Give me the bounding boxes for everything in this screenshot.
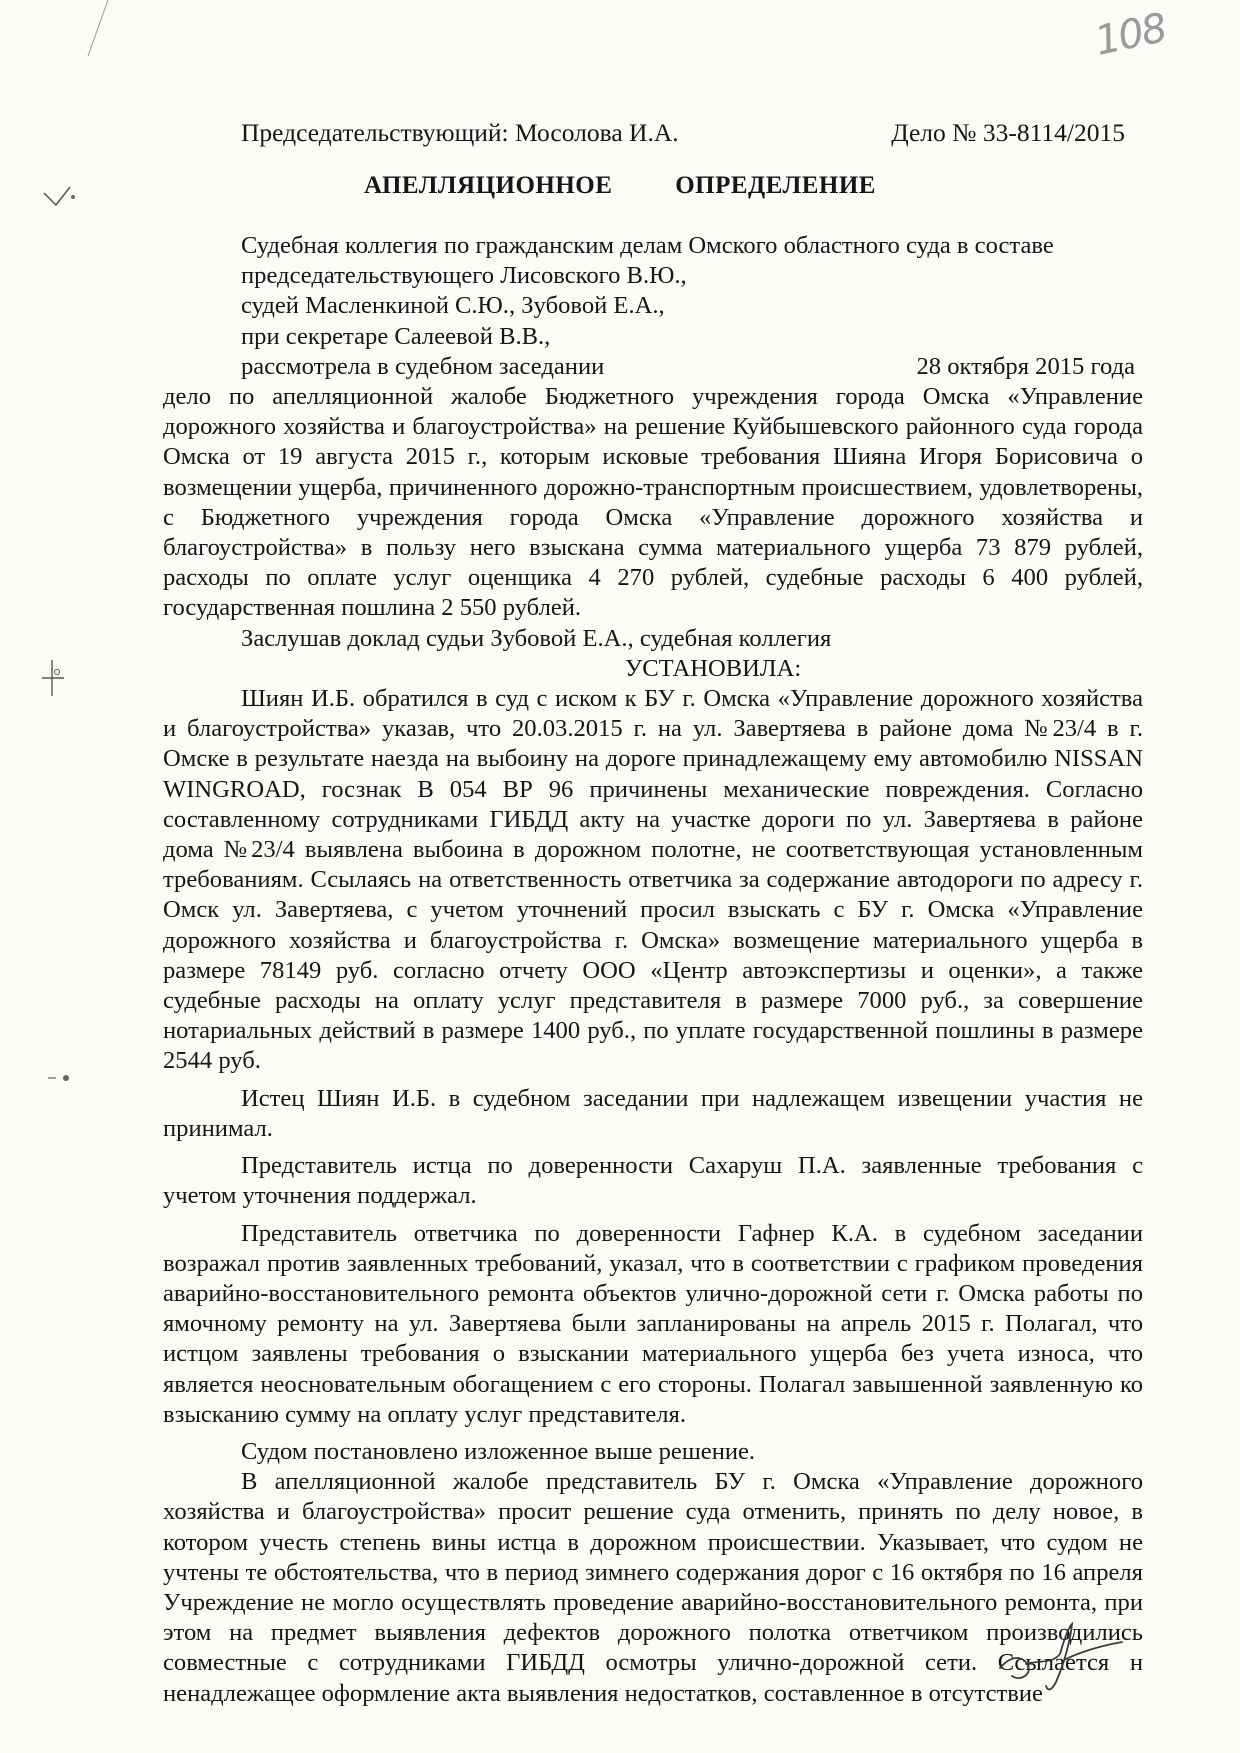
intro-line: рассмотрела в судебном заседании	[241, 352, 605, 380]
document-title	[0, 172, 1240, 200]
body-paragraph: Судом постановлено изложенное выше решение.	[241, 1437, 756, 1465]
intro-line: при секретаре Салеевой В.В.,	[241, 322, 551, 350]
body-paragraph: В апелляционной жалобе представитель БУ г. Омска «Управление дорожного хозяйства и благоустройства» просит решение суда отменить, принять по делу новое, в котором учесть степень вины истца в дорожном происшествии. Указывает, что судом не учтены те обстоятельства, что в период зимнего содержания дорог с 16 октября по 16 апреля Учреждение не могло осуществлять проведение аварийно-восстановительного ремонта, при этом на предмет выявления дефектов дорожного полотка ответчиком производились совместные с сотрудниками ГИБДД осмотры улично-дорожной сети. Ссылается н ненадлежащее оформление акта выявления недостатков, составленное в отсутствие	[163, 1468, 1143, 1707]
title-word-2: ОПРЕДЕЛЕНИЕ	[675, 172, 876, 199]
intro-line: судей Масленкиной С.Ю., Зубовой Е.А.,	[241, 292, 665, 320]
body-paragraph: Истец Шиян И.Б. в судебном заседании при надлежащем извещении участия не принимал.	[163, 1084, 1143, 1142]
scan-mark-icon	[46, 1068, 76, 1088]
title-word-1: АПЕЛЛЯЦИОННОЕ	[364, 172, 613, 199]
intro-line: председательствующего Лисовского В.Ю.,	[241, 262, 687, 290]
corner-fold-icon	[78, 0, 118, 60]
signature-icon	[990, 1620, 1130, 1700]
hole-punch-mark-icon	[38, 658, 68, 698]
report-paragraph: Заслушав доклад судьи Зубовой Е.А., судебная коллегия	[241, 624, 832, 652]
case-paragraph: дело по апелляционной жалобе Бюджетного учреждения города Омска «Управление дорожного хозяйства и благоустройства» на решение Куйбышевского районного суда города Омска от 19 августа 2015 г., которым исковые требования Шияна Игоря Борисовича о возмещении ущерба, причиненного дорожно-транспортным происшествием, удовлетворены, с Бюджетного учреждения города Омска «Управление дорожного хозяйства и благоустройства» в пользу него взыскана сумма материального ущерба 73 879 рублей, расходы по оплате услуг оценщика 4 270 рублей, судебные расходы 6 400 рублей, государственная пошлина 2 550 рублей.	[163, 383, 1143, 622]
presiding-judge: Председательствующий: Мосолова И.А.	[241, 118, 679, 147]
established-heading: УСТАНОВИЛА:	[624, 654, 802, 682]
hearing-date: 28 октября 2015 года	[916, 352, 1135, 380]
header	[241, 118, 1125, 148]
body-paragraph: Представитель истца по доверенности Сахаруш П.А. заявленные требования с учетом уточнения поддержал.	[163, 1152, 1143, 1210]
page-number: 108	[1090, 5, 1170, 65]
hearing-date-row	[241, 352, 1143, 382]
body-paragraph: Шиян И.Б. обратился в суд с иском к БУ г. Омска «Управление дорожного хозяйства и благоустройства» указав, что 20.03.2015 г. на ул. Завертяева в районе дома №23/4 в г. Омске в результате наезда на выбоину на дороге принадлежащему ему автомобилю NISSAN WINGROAD, госзнак В 054 ВР 96 причинены механические повреждения. Согласно составленному сотрудниками ГИБДД акту на участке дороги по ул. Завертяева в районе дома №23/4 выявлена выбоина в дорожном полотне, не соответствующая установленным требованиям. Ссылаясь на ответственность ответчика за содержание автодороги по адресу г. Омск ул. Завертяева, с учетом уточнений просил взыскать с БУ г. Омска «Управление дорожного хозяйства и благоустройства г. Омска» возмещение материального ущерба в размере 78149 руб. согласно отчету ООО «Центр автоэкспертизы и оценки», а также судебные расходы на оплату услуг представителя в размере 7000 руб., за совершение нотариальных действий в размере 1400 руб., по уплате государственной пошлины в размере 2544 руб.	[163, 685, 1143, 1075]
body-paragraph: Представитель ответчика по доверенности Гафнер К.А. в судебном заседании возражал против заявленных требований, указал, что в соответствии с графиком проведения аварийно-восстановительного ремонта объектов улично-дорожной сети г. Омска работы по ямочному ремонту на ул. Завертяева были запланированы на апрель 2015 г. Полагал, что истцом заявлены требования о взыскании материального ущерба без учета износа, что является неосновательным обогащением с его стороны. Полагал завышенной заявленную ко взысканию сумму на оплату услуг представителя.	[163, 1219, 1143, 1428]
intro-line: Судебная коллегия по гражданским делам Омского областного суда в составе	[241, 232, 1054, 259]
document-body	[163, 231, 1143, 1709]
court-composition	[163, 231, 1143, 352]
case-number: Дело № 33-8114/2015	[891, 118, 1125, 147]
